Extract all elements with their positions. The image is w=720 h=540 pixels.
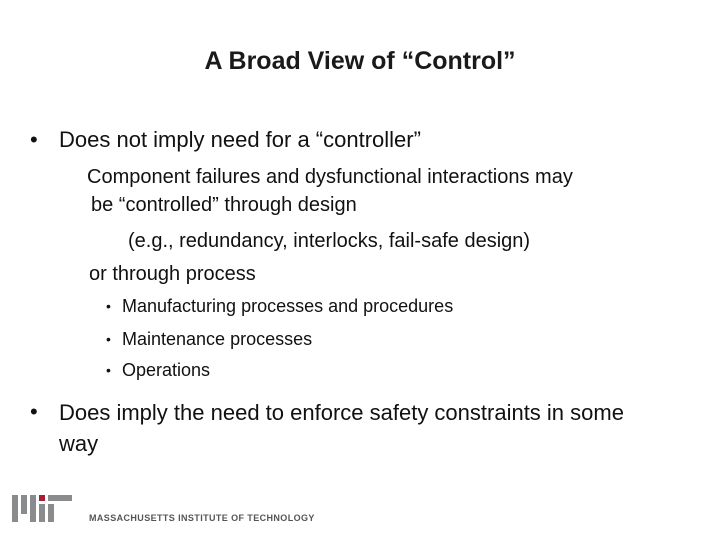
sub-line-1: Component failures and dysfunctional interactions may (87, 166, 573, 188)
sub-bullet-1-text: Manufacturing processes and procedures (122, 296, 454, 316)
bullet-2-text: Does imply the need to enforce safety constraints in some way (59, 400, 624, 456)
sub-line-2: be “controlled” through design (91, 194, 357, 216)
bullet-dot: • (30, 399, 38, 424)
sub-line-4: or through process (89, 263, 256, 285)
sub-bullet-dot: • (106, 362, 111, 378)
mit-logo-text: MASSACHUSETTS INSTITUTE OF TECHNOLOGY (89, 513, 315, 523)
mit-logo-icon (12, 495, 74, 522)
sub-bullet-2-text: Maintenance processes (122, 329, 313, 349)
sub-bullet-dot: • (106, 298, 111, 314)
bullet-1-text: Does not imply need for a “controller” (59, 127, 421, 152)
sub-bullet-3-text: Operations (122, 360, 211, 380)
sub-line-3: (e.g., redundancy, interlocks, fail-safe design) (128, 230, 531, 252)
bullet-dot: • (30, 127, 38, 152)
sub-bullet-dot: • (106, 331, 111, 347)
slide-title: A Broad View of “Control” (204, 47, 516, 75)
